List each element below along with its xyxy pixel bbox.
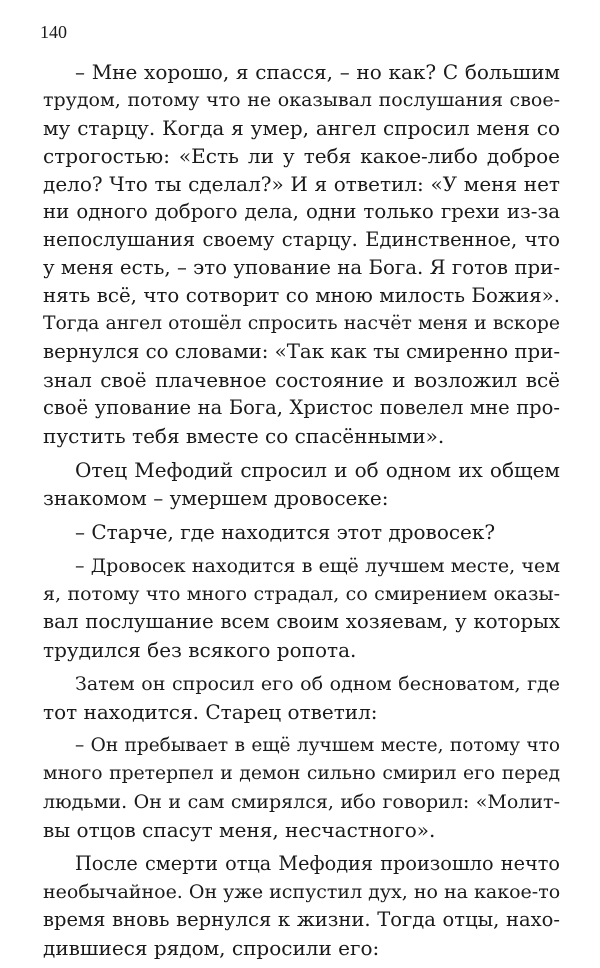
text-line: трудом, потому что не оказывал послушания свое- bbox=[43, 89, 560, 111]
text-line: строгостью: «Есть ли у тебя какое-либо доброе bbox=[43, 144, 560, 168]
text-line: знал своё плачевное состояние и возложил всё bbox=[43, 368, 560, 392]
text-line: После смерти отца Мефодия произошло нечто bbox=[75, 852, 560, 875]
text-line: дело? Что ты сделал?» И я ответил: «У меня нет bbox=[43, 172, 560, 196]
text-line: Затем он спросил его об одном бесноватом, где bbox=[75, 673, 560, 695]
text-line: людьми. Он и сам смирялся, ибо говорил: «Молит- bbox=[43, 791, 560, 813]
paragraph bbox=[43, 670, 560, 726]
text-line: нять всё, что сотворит со мною милость Божия». bbox=[43, 284, 560, 307]
text-line: му старцу. Когда я умер, ангел спросил меня со bbox=[43, 116, 560, 140]
text-line: непослушания своему старцу. Единственное, что bbox=[43, 228, 560, 251]
text-line: пустить тебя вместе со спасёнными». bbox=[43, 424, 445, 448]
text-line: Тогда ангел отошёл спросить насчёт меня и вскоре bbox=[43, 313, 560, 334]
text-line: много претерпел и демон сильно смирил его перед bbox=[43, 763, 560, 784]
text-line: дившиеся рядом, спросили его: bbox=[43, 936, 380, 960]
paragraph bbox=[43, 732, 560, 844]
page-number: 140 bbox=[40, 22, 67, 42]
text-line: – Дровосек находится в ещё лучшем месте, чем bbox=[75, 555, 560, 577]
text-line: тот находится. Старец ответил: bbox=[43, 700, 378, 724]
text-line: я, потому что много страдал, со смирением оказы- bbox=[43, 583, 560, 605]
paragraph bbox=[43, 518, 560, 546]
text-line: – Мне хорошо, я спасся, – но как? С большим bbox=[75, 60, 560, 84]
text-line: ни одного доброго дела, одни только грехи из-за bbox=[43, 200, 560, 223]
paragraph bbox=[43, 58, 560, 450]
text-line: необычайное. Он уже испустил дух, но на какое-то bbox=[43, 881, 561, 903]
text-line: – Старче, где находится этот дровосек? bbox=[75, 520, 496, 544]
text-line: – Он пребывает в ещё лучшем месте, потому что bbox=[75, 735, 560, 756]
text-line: время вновь вернулся к жизни. Тогда отцы, нахо- bbox=[43, 908, 560, 931]
body-text bbox=[43, 58, 560, 968]
paragraph bbox=[43, 456, 560, 512]
paragraph bbox=[43, 850, 560, 962]
text-line: Отец Мефодий спросил и об одном их общем bbox=[75, 458, 560, 482]
text-line: у меня есть, – это упование на Бога. Я готов при- bbox=[43, 256, 560, 279]
paragraph bbox=[43, 552, 560, 664]
text-line: вернулся со словами: «Так как ты смиренно при- bbox=[43, 340, 561, 363]
text-line: вы отцов спасут меня, несчастного». bbox=[43, 818, 436, 842]
text-line: вал послушание всем своим хозяевам, у которых bbox=[43, 610, 560, 633]
text-line: своё упование на Бога, Христос повелел мне про- bbox=[43, 396, 560, 419]
text-line: знакомом – умершем дровосеке: bbox=[43, 486, 389, 510]
text-line: трудился без всякого ропота. bbox=[43, 638, 357, 662]
